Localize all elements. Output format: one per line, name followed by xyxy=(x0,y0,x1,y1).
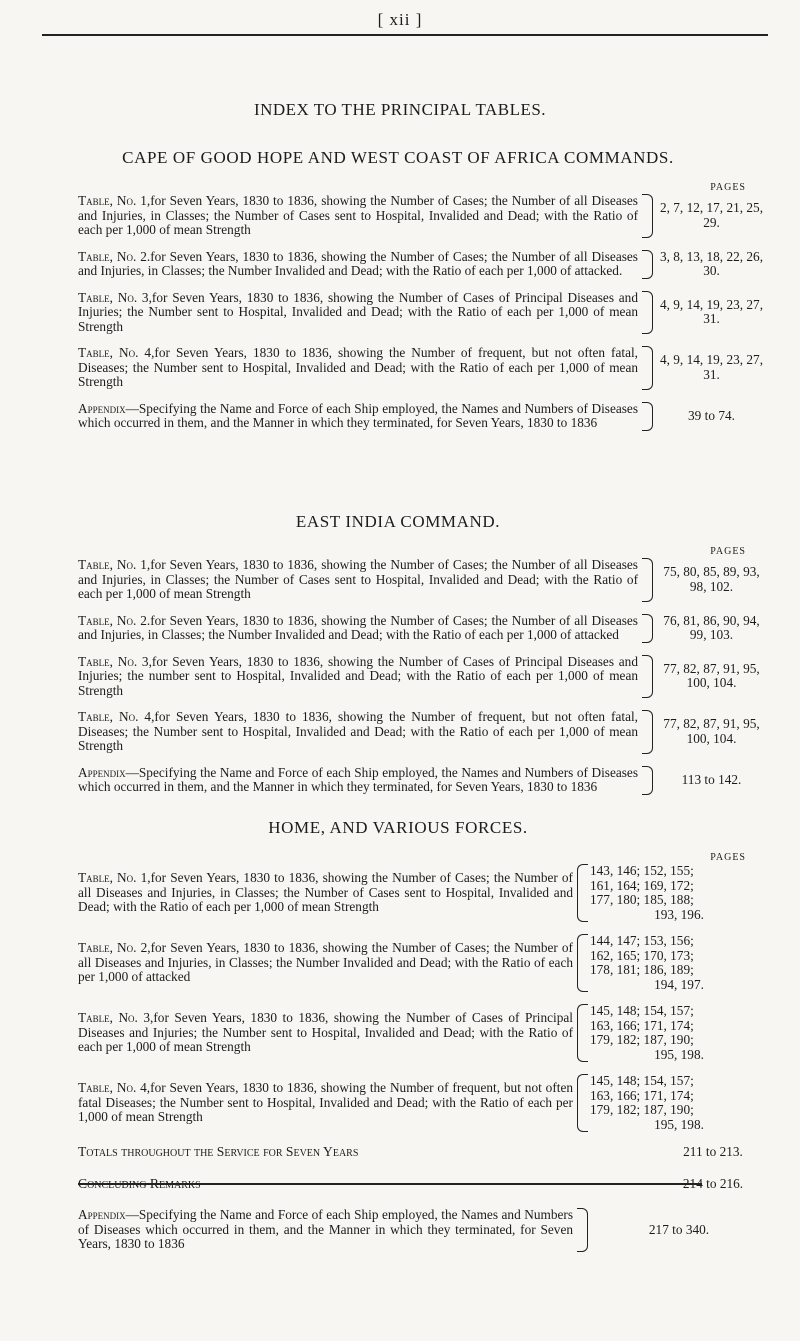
entry-text: for Seven Years, 1830 to 1836, showing the Number of Cases; the Number of all Diseases and Injuries, in Classes; the Number of Cases sent to Hospital, Invalided and Dead; with the Ratio of each per 1,000 of mean Strength xyxy=(78,193,638,237)
entry-pages: 77, 82, 87, 91, 95, 100, 104. xyxy=(663,716,760,746)
pages-line: 195, 198. xyxy=(654,1046,704,1062)
section-heading: EAST INDIA COMMAND. xyxy=(295,512,501,531)
entry-text: for Seven Years, 1830 to 1836, showing the Number of frequent, but not often fatal, Diseases; the Number sent to Hospital, Invalided and Dead; with the Ratio of each per 1,000 of mean Strength xyxy=(78,709,638,753)
entry-text-block xyxy=(78,291,638,335)
entry-text-block xyxy=(78,614,638,643)
entry-pages xyxy=(590,1004,768,1062)
index-entry xyxy=(78,766,768,795)
entry-lead: Table, No. 1, xyxy=(78,193,151,208)
entry-pages xyxy=(590,934,768,992)
pages-line: 161, 164; 169, 172; xyxy=(590,877,694,893)
entry-lead: Table, No. 1, xyxy=(78,557,151,572)
index-entry xyxy=(78,558,768,602)
entry-list xyxy=(78,194,768,431)
pages-line: 145, 148; 154, 157; xyxy=(590,1003,694,1018)
pages-line: 194, 197. xyxy=(654,976,704,992)
entry-text: for Seven Years, 1830 to 1836, showing the Number of Cases of Principal Diseases and Injuries; the number sent to Hospital, Invalided and Dead; with the Ratio of each per 1,000 of mean Strength xyxy=(78,653,638,698)
entry-text: for Seven Years, 1830 to 1836, showing the Number of Cases; the Number of all Diseases and Injuries, in Classes; the Number Invalided and Dead; with the Ratio of each per 1,000 of attacked. xyxy=(78,248,638,278)
entry-text-block xyxy=(78,766,638,795)
entry-text-block xyxy=(78,346,638,390)
section-heading: CAPE OF GOOD HOPE AND WEST COAST OF AFRICA COMMANDS. xyxy=(122,148,674,167)
section-home-various-forces xyxy=(78,818,768,1264)
entry-text: —Specifying the Name and Force of each Ship employed, the Names and Numbers of Diseases which occurred in them, and the Manner in which they terminated, for Seven Years, 1830 to 1836 xyxy=(78,764,638,794)
right-brace xyxy=(642,291,653,335)
entry-text-block xyxy=(78,1081,573,1125)
entry-text-block xyxy=(78,871,573,915)
entry-text-block xyxy=(78,655,638,699)
left-brace xyxy=(577,934,588,992)
right-brace xyxy=(642,766,653,795)
pages-line: 193, 196. xyxy=(654,906,704,922)
entry-pages xyxy=(590,1074,768,1132)
entry-text-block xyxy=(78,710,638,754)
entry-list xyxy=(78,558,768,795)
right-brace xyxy=(642,194,653,238)
right-brace xyxy=(642,710,653,754)
entry-text-block xyxy=(78,1011,573,1055)
section-east-india xyxy=(78,512,768,807)
right-brace xyxy=(642,250,653,279)
index-entry xyxy=(78,346,768,390)
pages-label: PAGES xyxy=(710,852,746,863)
entry-pages: 2, 7, 12, 17, 21, 25, 29. xyxy=(659,200,764,230)
page-number: [ xii ] xyxy=(377,10,423,29)
index-entry xyxy=(78,194,768,238)
entry-lead: Appendix xyxy=(78,400,126,416)
index-entry xyxy=(78,1004,768,1062)
pages-label: PAGES xyxy=(710,546,746,557)
entry-lead: Table, No. 3, xyxy=(78,653,152,669)
entry-list xyxy=(78,864,768,1132)
entry-text: —Specifying the Name and Force of each Ship employed, the Names and Numbers of Diseases which occurred in them, and the Manner in which they terminated, for Seven Years, 1830 to 1836 xyxy=(78,400,638,430)
pages-label: PAGES xyxy=(710,182,746,193)
pages-line: 143, 146; 152, 155; xyxy=(590,863,694,878)
entry-lead: Table, No. 4, xyxy=(78,1080,151,1096)
entry-lead: Table, No. 2. xyxy=(78,248,151,264)
index-entry xyxy=(78,934,768,992)
remarks-label: Concluding Remarks xyxy=(78,1176,201,1191)
totals-pages: 211 to 213. xyxy=(683,1144,743,1159)
entry-pages: 4, 9, 14, 19, 23, 27, 31. xyxy=(659,352,764,382)
entry-lead: Table, No. 4, xyxy=(78,345,155,360)
entry-text: for Seven Years, 1830 to 1836, showing the Number of Cases; the Number of all Diseases and Injuries, in Classes; the Number of Cases sent to Hospital, Invalided and Dead; with the Ratio of each per 1,000 of mean Strength xyxy=(78,557,638,601)
entry-text: for Seven Years, 1830 to 1836, showing the Number of Cases of Principal Diseases and Injuries; the Number sent to Hospital, Invalided and Dead; with the Ratio of each per 1,000 of mean Strength xyxy=(78,289,638,334)
left-brace xyxy=(577,1004,588,1062)
section-cape-of-good-hope xyxy=(78,148,768,443)
entry-lead: Appendix xyxy=(78,764,126,780)
entry-text-block xyxy=(78,194,638,238)
pages-line: 178, 181; 186, 189; xyxy=(590,962,694,977)
top-rule xyxy=(42,34,768,36)
entry-text: for Seven Years, 1830 to 1836, showing the Number of Cases; the Number of all Diseases and Injuries, in Classes; the Number of Cases sent to Hospital, Invalided and Dead; with the Ratio of each per 1,000 of mean Strength xyxy=(78,870,573,915)
totals-row xyxy=(78,1144,768,1160)
entry-pages: 4, 9, 14, 19, 23, 27, 31. xyxy=(659,296,764,327)
pages-line: 163, 166; 171, 174; xyxy=(590,1017,694,1033)
index-entry xyxy=(78,402,768,431)
index-entry xyxy=(78,864,768,922)
appendix-entry xyxy=(78,1208,768,1252)
remarks-pages: 214 to 216. xyxy=(682,1176,744,1191)
pages-line: 195, 198. xyxy=(654,1116,704,1132)
entry-pages: 75, 80, 85, 89, 93, 98, 102. xyxy=(663,564,760,594)
entry-text: for Seven Years, 1830 to 1836, showing the Number of Cases of Principal Diseases and Injuries; the Number sent to Hospital, Invalided and Dead; with the Ratio of each per 1,000 of mean Strength xyxy=(78,1010,573,1055)
entry-pages: 3, 8, 13, 18, 22, 26, 30. xyxy=(659,248,764,278)
entry-pages: 217 to 340. xyxy=(648,1221,710,1237)
entry-text-block xyxy=(78,558,638,602)
section-heading: HOME, AND VARIOUS FORCES. xyxy=(268,818,528,837)
pages-line: 145, 148; 154, 157; xyxy=(590,1073,694,1088)
left-brace xyxy=(577,1074,588,1132)
pages-line: 179, 182; 187, 190; xyxy=(590,1102,694,1117)
entry-pages: 39 to 74. xyxy=(688,407,735,423)
right-brace xyxy=(642,655,653,699)
right-brace xyxy=(642,614,653,643)
pages-line: 162, 165; 170, 173; xyxy=(590,947,694,963)
entry-text: for Seven Years, 1830 to 1836, showing the Number of frequent, but not often fatal, Diseases; the Number sent to Hospital, Invalided and Dead; with the Ratio of each per 1,000 of mean Strength xyxy=(78,345,638,389)
entry-lead: Table, No. 2, xyxy=(78,940,151,956)
index-entry xyxy=(78,655,768,699)
index-entry xyxy=(78,250,768,279)
entry-pages: 77, 82, 87, 91, 95, 100, 104. xyxy=(663,660,760,691)
right-brace xyxy=(642,346,653,390)
right-brace xyxy=(642,558,653,602)
right-brace xyxy=(642,402,653,431)
entry-pages: 113 to 142. xyxy=(681,771,742,787)
entry-pages xyxy=(590,864,768,922)
entry-text-block xyxy=(78,402,638,431)
entry-text: for Seven Years, 1830 to 1836, showing the Number of Cases; the Number of all Diseases and Injuries, in Classes; the Number Invalided and Dead; with the Ratio of each per 1,000 of attacked xyxy=(78,940,573,985)
pages-line: 179, 182; 187, 190; xyxy=(590,1032,694,1047)
entry-text: for Seven Years, 1830 to 1836, showing the Number of frequent, but not often fatal Diseases; the Number sent to Hospital, Invalided and Dead; with the Ratio of each per 1,000 of mean Strength xyxy=(78,1080,573,1125)
index-entry xyxy=(78,614,768,643)
bottom-rule xyxy=(78,1183,702,1185)
entry-text-block xyxy=(78,250,638,279)
page-title: INDEX TO THE PRINCIPAL TABLES. xyxy=(253,100,547,119)
totals-label: Totals throughout the Service for Seven Years xyxy=(78,1144,359,1159)
pages-line: 144, 147; 153, 156; xyxy=(590,933,694,948)
entry-lead: Table, No. 2. xyxy=(78,612,151,628)
entry-pages: 76, 81, 86, 90, 94, 99, 103. xyxy=(663,612,760,642)
index-entry xyxy=(78,291,768,335)
index-entry xyxy=(78,710,768,754)
entry-lead: Table, No. 4, xyxy=(78,709,155,724)
entry-lead: Appendix xyxy=(78,1207,126,1222)
pages-line: 163, 166; 171, 174; xyxy=(590,1087,694,1103)
pages-line: 177, 180; 185, 188; xyxy=(590,892,694,907)
entry-lead: Table, No. 1, xyxy=(78,870,151,886)
index-entry xyxy=(78,1074,768,1132)
entry-lead: Table, No. 3, xyxy=(78,1010,154,1026)
entry-text: for Seven Years, 1830 to 1836, showing the Number of Cases; the Number of all Diseases and Injuries, in Classes; the Number Invalided and Dead; with the Ratio of each per 1,000 of attacked xyxy=(78,612,638,642)
entry-text-block xyxy=(78,941,573,985)
entry-text: —Specifying the Name and Force of each Ship employed, the Names and Numbers of Diseases which occurred in them, and the Manner in which they terminated, for Seven Years, 1830 to 1836 xyxy=(78,1207,573,1251)
entry-lead: Table, No. 3, xyxy=(78,289,152,305)
right-brace xyxy=(577,1208,588,1252)
left-brace xyxy=(577,864,588,922)
